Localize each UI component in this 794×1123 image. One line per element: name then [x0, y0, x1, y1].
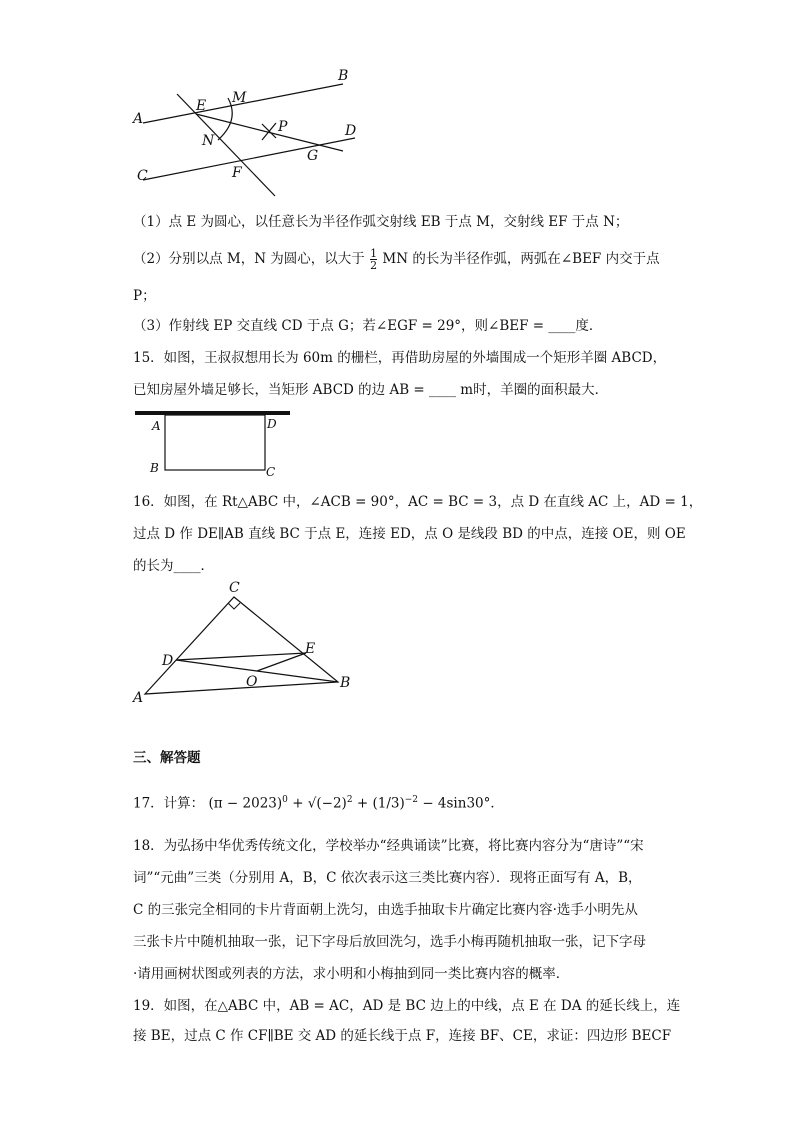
label-d: D — [345, 123, 357, 139]
label-e: E — [196, 98, 207, 114]
tri-label-c: C — [229, 580, 240, 596]
q17-term-a-exp: 0 — [282, 795, 288, 805]
tri-label-e: E — [305, 641, 316, 657]
label-p: P — [278, 119, 288, 135]
arc-mn — [218, 98, 232, 140]
pen-label-b: B — [150, 461, 159, 475]
pen-label-a: A — [152, 419, 161, 433]
segment-de — [176, 653, 306, 660]
q14-step2 — [133, 248, 660, 271]
q14-step1: （1）点 E 为圆心，以任意长为半径作弧交射线 EB 于点 M，交射线 EF 于点 N； — [133, 214, 629, 230]
q14-fraction-den: 2 — [370, 259, 378, 272]
label-m: M — [232, 90, 247, 106]
q19-line2: 接 BE，过点 C 作 CF∥BE 交 AD 的延长线于点 F，连接 BF、CE，求证：四边形 BECF — [133, 1028, 672, 1044]
tri-label-o: O — [246, 674, 258, 690]
q16-line3: 的长为____． — [133, 558, 214, 574]
figure-right-triangle — [0, 575, 794, 710]
q14-step2-text-b: MN 的长为半径作弧，两弧在∠BEF 内交于点 — [382, 251, 660, 267]
tri-label-b: B — [340, 675, 351, 691]
q14-step2-cont: P； — [133, 288, 156, 304]
q14-step2-text-a: （2）分别以点 M，N 为圆心，以大于 — [133, 251, 365, 267]
figure-parallel-lines — [0, 0, 794, 200]
line-cd — [143, 138, 355, 180]
label-a: A — [133, 111, 144, 127]
q17-term-b-exp: 2 — [346, 795, 353, 805]
pen-label-c: C — [266, 465, 276, 479]
q17-term-a: (π − 2023) — [208, 795, 283, 812]
q17-prefix: 17．计算： — [133, 795, 205, 812]
figure-sheep-pen — [0, 405, 794, 480]
label-b: B — [338, 68, 349, 84]
q19-line1: 19．如图，在△ABC 中，AB = AC，AD 是 BC 边上的中线，点 E 在 DA 的延长线上，连 — [133, 998, 681, 1014]
ray-ep — [196, 114, 343, 151]
q14-fraction-num: 1 — [370, 247, 378, 260]
q16-line1: 16．如图，在 Rt△ABC 中，∠ACB = 90°，AC = BC = 3，点 D 在直线 AC 上，AD = 1， — [133, 494, 703, 510]
q17-term-d: − 4sin30°． — [422, 795, 504, 812]
label-f: F — [232, 165, 242, 181]
section-heading: 三、解答题 — [133, 750, 201, 766]
q17-term-c-exp: −2 — [404, 795, 419, 805]
q18-line1: 18．为弘扬中华优秀传统文化，学校举办“经典诵读”比赛，将比赛内容分为“唐诗”“宋 — [133, 838, 644, 854]
tri-label-a: A — [133, 690, 144, 706]
q17-term-c: + (1/3) — [356, 795, 405, 812]
q14-fraction — [370, 248, 377, 271]
label-g: G — [307, 148, 319, 164]
label-n: N — [202, 133, 215, 149]
q17-line — [133, 790, 504, 814]
q15-line2: 已知房屋外墙足够长，当矩形 ABCD 的边 AB = ____ m时，羊圈的面积最大． — [133, 382, 609, 398]
rectangle-abcd — [165, 415, 265, 470]
label-c: C — [137, 168, 148, 184]
q15-line1: 15．如图，王叔叔想用长为 60m 的栅栏，再借助房屋的外墙围成一个矩形羊圈 ABCD， — [133, 350, 667, 366]
line-ef-transversal — [177, 94, 275, 196]
tri-label-d: D — [162, 653, 174, 669]
q18-line5: ·请用画树状图或列表的方法，求小明和小梅抽到同一类比赛内容的概率． — [133, 966, 570, 982]
q16-line2: 过点 D 作 DE∥AB 直线 BC 于点 E，连接 ED，点 O 是线段 BD 的中点，连接 OE，则 OE — [133, 526, 686, 542]
q18-line4: 三张卡片中随机抽取一张，记下字母后放回洗匀，选手小梅再随机抽取一张，记下字母 — [133, 934, 646, 950]
q14-step3: （3）作射线 EP 交直线 CD 于点 G；若∠EGF = 29°，则∠BEF = ____度． — [133, 318, 603, 334]
right-angle-mark — [228, 603, 240, 609]
pen-label-d: D — [267, 417, 277, 431]
q18-line2: 词”“元曲”三类（分别用 A，B，C 依次表示这三类比赛内容）．现将正面写有 A，B， — [133, 870, 642, 886]
q18-line3: C 的三张完全相同的卡片背面朝上洗匀，由选手抽取卡片确定比赛内容·选手小明先从 — [133, 902, 638, 918]
q17-term-b: + √(−2) — [292, 795, 347, 812]
